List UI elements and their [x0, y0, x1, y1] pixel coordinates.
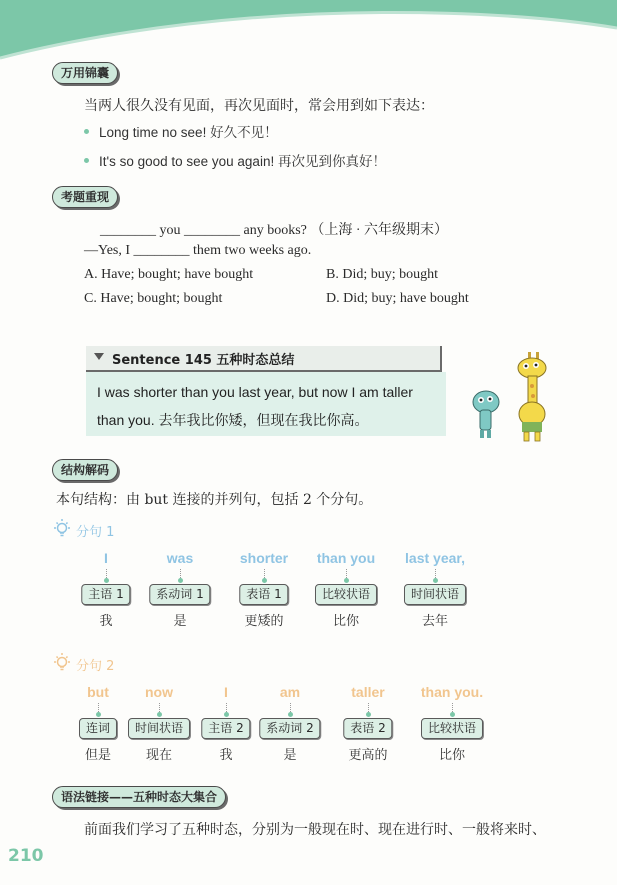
chinese-meaning: 比你 — [438, 748, 466, 763]
clause-word: I — [104, 550, 108, 566]
exam-option-a: A. Have; bought; have bought — [84, 267, 254, 282]
grammar-role-chip: 表语 2 — [343, 718, 392, 739]
clause-word: I — [224, 684, 228, 700]
clause-word: than you. — [420, 684, 484, 700]
clause-word: now — [145, 684, 173, 700]
connector-dot — [106, 569, 108, 580]
chinese-meaning: 是 — [283, 748, 297, 763]
connector-dot — [368, 703, 370, 714]
connector-dot — [435, 569, 437, 580]
exam-answer-line: —Yes, I ________ them two weeks ago. — [84, 243, 312, 258]
clause-word: shorter — [239, 550, 289, 566]
page-number: 210 — [8, 846, 44, 866]
chinese-meaning: 我 — [99, 614, 113, 629]
tips-item-text: It's so good to see you again! 再次见到你真好！ — [99, 154, 386, 169]
lightbulb-icon — [52, 518, 72, 540]
grammar-role-chip: 主语 2 — [201, 718, 250, 739]
exam-question: ________ you ________ any books? （上海 · 六年级期末） — [100, 223, 449, 238]
chinese-meaning: 是 — [173, 614, 187, 629]
clause-word: than you — [316, 550, 376, 566]
structure-tag: 结构解码 — [52, 459, 118, 481]
clause-word: but — [87, 684, 109, 700]
exam-tag: 考题重现 — [52, 186, 118, 208]
triangle-down-icon — [94, 353, 104, 360]
tips-tag: 万用锦囊 — [52, 62, 118, 84]
exam-option-d: D. Did; buy; have bought — [326, 291, 469, 306]
connector-dot — [180, 569, 182, 580]
grammar-text: 前面我们学习了五种时态，分别为一般现在时、现在进行时、一般将来时、 — [84, 822, 546, 838]
grammar-link-tag: 语法链接——五种时态大集合 — [52, 786, 226, 808]
grammar-role-chip: 系动词 1 — [149, 584, 210, 605]
chinese-meaning: 去年 — [421, 614, 449, 629]
clause-word: was — [166, 550, 194, 566]
tips-item — [84, 150, 386, 170]
connector-dot — [98, 703, 100, 714]
exam-option-b: B. Did; buy; bought — [326, 267, 439, 282]
bullet-icon — [84, 129, 89, 134]
grammar-role-chip: 时间状语 — [404, 584, 466, 605]
grammar-role-chip: 表语 1 — [239, 584, 288, 605]
lightbulb-icon — [52, 652, 72, 674]
chinese-meaning: 但是 — [84, 748, 112, 763]
chinese-meaning: 更矮的 — [244, 614, 284, 629]
connector-dot — [264, 569, 266, 580]
chinese-meaning: 现在 — [145, 748, 173, 763]
tips-intro: 当两人很久没有见面，再次见面时，常会用到如下表达： — [84, 98, 434, 114]
connector-dot — [452, 703, 454, 714]
grammar-role-chip: 主语 1 — [81, 584, 130, 605]
cartoon-giraffe-and-friend-illustration — [466, 346, 566, 446]
chinese-meaning: 我 — [219, 748, 233, 763]
sentence-line-2: than you. 去年我比你矮，但现在我比你高。 — [97, 412, 369, 428]
grammar-role-chip: 比较状语 — [421, 718, 483, 739]
connector-dot — [159, 703, 161, 714]
clause-word: taller — [351, 684, 385, 700]
clause-1-label: 分句 1 — [76, 525, 115, 540]
sentence-heading-bar — [86, 346, 442, 372]
header-wave-band — [0, 0, 617, 60]
chinese-meaning: 更高的 — [348, 748, 388, 763]
clause-word: last year, — [405, 550, 465, 566]
bullet-icon — [84, 158, 89, 163]
sentence-line-1: I was shorter than you last year, but now I am taller — [97, 384, 413, 400]
structure-text: 本句结构：由 but 连接的并列句，包括 2 个分句。 — [56, 492, 373, 508]
grammar-role-chip: 连词 — [79, 718, 117, 739]
clause-word: am — [279, 684, 301, 700]
exam-option-c: C. Have; bought; bought — [84, 291, 223, 306]
clause-2-label: 分句 2 — [76, 659, 115, 674]
chinese-meaning: 比你 — [332, 614, 360, 629]
sentence-heading: Sentence 145 五种时态总结 — [112, 353, 295, 368]
tips-item — [84, 121, 278, 141]
connector-dot — [226, 703, 228, 714]
tips-item-text: Long time no see! 好久不见！ — [99, 125, 278, 140]
grammar-role-chip: 比较状语 — [315, 584, 377, 605]
connector-dot — [346, 569, 348, 580]
grammar-role-chip: 系动词 2 — [259, 718, 320, 739]
connector-dot — [290, 703, 292, 714]
grammar-role-chip: 时间状语 — [128, 718, 190, 739]
